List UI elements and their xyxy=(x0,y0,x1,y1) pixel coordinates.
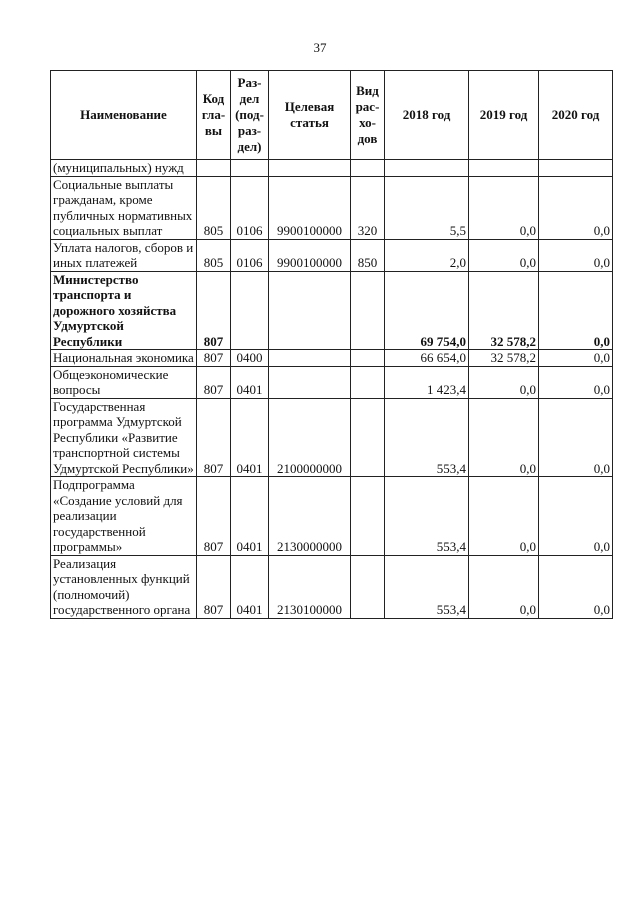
cell-type: 320 xyxy=(351,176,385,239)
cell-section: 0106 xyxy=(231,239,269,271)
cell-section: 0401 xyxy=(231,477,269,556)
table-row xyxy=(51,239,613,271)
cell-y2020: 0,0 xyxy=(539,555,613,618)
header-2019: 2019 год xyxy=(469,71,539,160)
header-type: Вид рас-хо-дов xyxy=(351,71,385,160)
cell-name: Государственная программа Удмуртской Республики «Развитие транспортной системы Удмуртской Республики» xyxy=(51,398,197,477)
cell-name: Уплата налогов, сборов и иных платежей xyxy=(51,239,197,271)
cell-y2019: 0,0 xyxy=(469,366,539,398)
table-row xyxy=(51,176,613,239)
cell-section: 0106 xyxy=(231,176,269,239)
header-code: Код гла-вы xyxy=(197,71,231,160)
cell-target: 2100000000 xyxy=(269,398,351,477)
cell-section xyxy=(231,271,269,350)
cell-target xyxy=(269,271,351,350)
cell-type xyxy=(351,398,385,477)
cell-target: 9900100000 xyxy=(269,239,351,271)
cell-y2019: 0,0 xyxy=(469,176,539,239)
cell-name: Министерство транспорта и дорожного хозяйства Удмуртской Республики xyxy=(51,271,197,350)
cell-code: 807 xyxy=(197,477,231,556)
cell-y2019: 32 578,2 xyxy=(469,350,539,367)
cell-name: Общеэкономические вопросы xyxy=(51,366,197,398)
table-row xyxy=(51,271,613,350)
cell-y2020: 0,0 xyxy=(539,239,613,271)
header-name: Наименование xyxy=(51,71,197,160)
cell-code: 807 xyxy=(197,366,231,398)
cell-type xyxy=(351,271,385,350)
cell-target xyxy=(269,160,351,177)
cell-y2019: 0,0 xyxy=(469,555,539,618)
cell-y2020: 0,0 xyxy=(539,398,613,477)
cell-type xyxy=(351,350,385,367)
cell-target: 9900100000 xyxy=(269,176,351,239)
header-section: Раз-дел (под-раз-дел) xyxy=(231,71,269,160)
cell-y2018: 66 654,0 xyxy=(385,350,469,367)
cell-code: 805 xyxy=(197,239,231,271)
cell-y2020: 0,0 xyxy=(539,176,613,239)
cell-y2020: 0,0 xyxy=(539,366,613,398)
cell-y2018: 69 754,0 xyxy=(385,271,469,350)
table-row xyxy=(51,160,613,177)
cell-code: 805 xyxy=(197,176,231,239)
cell-y2020: 0,0 xyxy=(539,350,613,367)
cell-type xyxy=(351,366,385,398)
cell-type: 850 xyxy=(351,239,385,271)
cell-type xyxy=(351,477,385,556)
table-row xyxy=(51,350,613,367)
cell-y2018: 2,0 xyxy=(385,239,469,271)
cell-y2020: 0,0 xyxy=(539,271,613,350)
cell-y2018: 553,4 xyxy=(385,398,469,477)
table-row xyxy=(51,477,613,556)
cell-name: Реализация установленных функций (полномочий) государственного органа xyxy=(51,555,197,618)
cell-y2019: 32 578,2 xyxy=(469,271,539,350)
cell-target: 2130000000 xyxy=(269,477,351,556)
cell-y2018: 553,4 xyxy=(385,555,469,618)
cell-y2018 xyxy=(385,160,469,177)
cell-y2019 xyxy=(469,160,539,177)
cell-type xyxy=(351,555,385,618)
budget-table xyxy=(50,70,613,619)
cell-y2020: 0,0 xyxy=(539,477,613,556)
cell-target: 2130100000 xyxy=(269,555,351,618)
table-header-row xyxy=(51,71,613,160)
cell-y2018: 553,4 xyxy=(385,477,469,556)
cell-y2018: 5,5 xyxy=(385,176,469,239)
header-target: Целевая статья xyxy=(269,71,351,160)
cell-y2019: 0,0 xyxy=(469,398,539,477)
header-2018: 2018 год xyxy=(385,71,469,160)
cell-code: 807 xyxy=(197,271,231,350)
cell-name: Подпрограмма «Создание условий для реализации государственной программы» xyxy=(51,477,197,556)
cell-target xyxy=(269,350,351,367)
cell-y2019: 0,0 xyxy=(469,477,539,556)
table-row xyxy=(51,555,613,618)
header-2020: 2020 год xyxy=(539,71,613,160)
cell-section xyxy=(231,160,269,177)
cell-y2020 xyxy=(539,160,613,177)
cell-code: 807 xyxy=(197,555,231,618)
page-number: 37 xyxy=(313,40,327,55)
cell-code xyxy=(197,160,231,177)
cell-section: 0400 xyxy=(231,350,269,367)
cell-y2019: 0,0 xyxy=(469,239,539,271)
table-row xyxy=(51,398,613,477)
cell-section: 0401 xyxy=(231,398,269,477)
cell-section: 0401 xyxy=(231,366,269,398)
cell-name: (муниципальных) нужд xyxy=(51,160,197,177)
cell-type xyxy=(351,160,385,177)
cell-section: 0401 xyxy=(231,555,269,618)
cell-target xyxy=(269,366,351,398)
cell-code: 807 xyxy=(197,398,231,477)
cell-code: 807 xyxy=(197,350,231,367)
cell-name: Национальная экономика xyxy=(51,350,197,367)
cell-y2018: 1 423,4 xyxy=(385,366,469,398)
cell-name: Социальные выплаты гражданам, кроме публичных нормативных социальных выплат xyxy=(51,176,197,239)
table-row xyxy=(51,366,613,398)
